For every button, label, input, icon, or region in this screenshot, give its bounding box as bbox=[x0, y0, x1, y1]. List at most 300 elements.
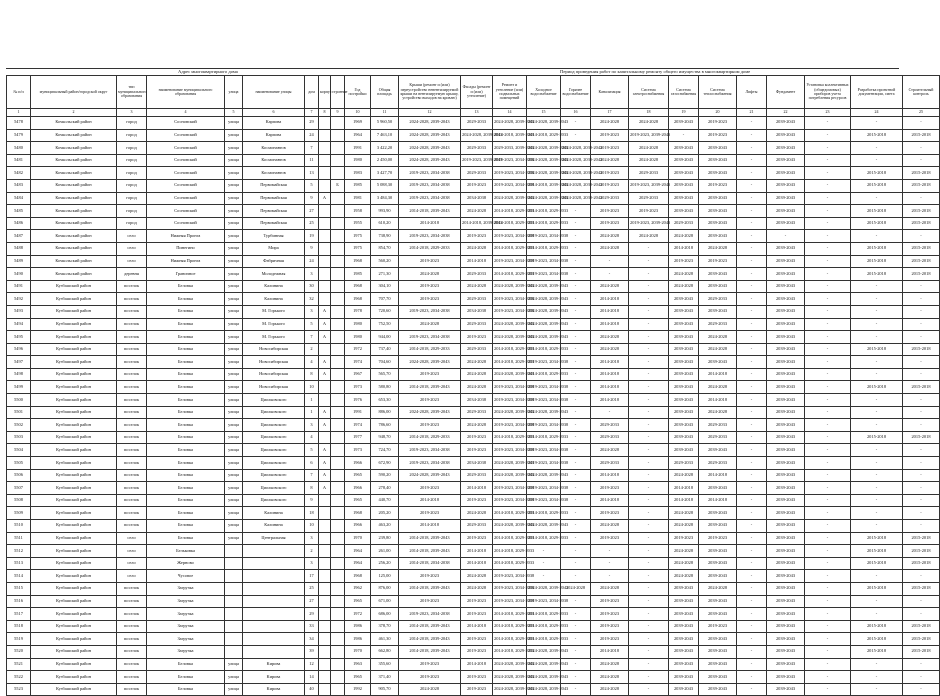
cell-ul: улица bbox=[225, 142, 243, 155]
cell-c21: - bbox=[737, 117, 767, 130]
cell-area: 125,00 bbox=[371, 570, 399, 583]
column-headers bbox=[7, 76, 940, 109]
column-header: наименование муниципального образования bbox=[147, 76, 225, 109]
cell-c12: 2019-2023 bbox=[399, 394, 461, 407]
cell-c20: 2039-2043 bbox=[699, 356, 737, 369]
cell-year: 1974 bbox=[345, 356, 371, 369]
cell-korp bbox=[319, 595, 331, 608]
cell-type: поселок bbox=[117, 356, 147, 369]
cell-c18: - bbox=[629, 658, 669, 671]
cell-korp bbox=[319, 658, 331, 671]
cell-c23: - bbox=[805, 343, 851, 356]
cell-c19: 2024-2028 bbox=[669, 469, 699, 482]
cell-c23: - bbox=[805, 205, 851, 218]
cell-c17: 2024-2028 bbox=[591, 343, 629, 356]
cell-c24: 2015-2018 bbox=[851, 129, 903, 142]
cell-c20: 2039-2043 bbox=[699, 230, 737, 243]
cell-c22: 2039-2043 bbox=[767, 343, 805, 356]
cell-c24: 2015-2018 bbox=[851, 167, 903, 180]
cell-c16: - bbox=[561, 343, 591, 356]
cell-c25: - bbox=[903, 595, 940, 608]
cell-c13: 2019-2023 bbox=[461, 331, 493, 344]
cell-ul: улица bbox=[225, 167, 243, 180]
cell-c16: - bbox=[561, 368, 591, 381]
cell-c16: - bbox=[561, 520, 591, 533]
cell-c17: 2024-2028 bbox=[591, 683, 629, 696]
cell-ul: улица bbox=[225, 154, 243, 167]
cell-c19: 2039-2043 bbox=[669, 331, 699, 344]
cell-c21: - bbox=[737, 192, 767, 205]
cell-c12: 2024-2028, 2039-2043 bbox=[399, 469, 461, 482]
table-row bbox=[7, 570, 940, 583]
column-number: 19 bbox=[669, 109, 699, 117]
cell-mo: Беловка bbox=[147, 394, 225, 407]
cell-mo: Сосновский bbox=[147, 117, 225, 130]
column-header: Фасады (ремонт и (или) утепление) bbox=[461, 76, 493, 109]
cell-c15: 2024-2028, 2039-2043 bbox=[527, 318, 561, 331]
cell-type: поселок bbox=[117, 671, 147, 684]
cell-c24: - bbox=[851, 608, 903, 621]
cell-raion: Кочкольский район bbox=[31, 192, 117, 205]
cell-c22: 2039-2043 bbox=[767, 444, 805, 457]
cell-c24: 2015-2018 bbox=[851, 557, 903, 570]
column-number: 11 bbox=[371, 109, 399, 117]
cell-str bbox=[331, 394, 345, 407]
cell-c14: 2024-2028, 2039-2043 bbox=[493, 280, 527, 293]
cell-c24: - bbox=[851, 520, 903, 533]
cell-c20: 2039-2043 bbox=[699, 645, 737, 658]
cell-type: поселок bbox=[117, 331, 147, 344]
cell-c22: 2039-2043 bbox=[767, 293, 805, 306]
cell-c22: 2039-2043 bbox=[767, 242, 805, 255]
cell-str: Б bbox=[331, 179, 345, 192]
cell-raion: Кузбашский район bbox=[31, 343, 117, 356]
cell-c19: 2039-2043 bbox=[669, 142, 699, 155]
table-row bbox=[7, 305, 940, 318]
cell-raion: Кузбашский район bbox=[31, 356, 117, 369]
cell-mo: Беловка bbox=[147, 671, 225, 684]
cell-korp: А bbox=[319, 356, 331, 369]
cell-c25: - bbox=[903, 293, 940, 306]
cell-c21: - bbox=[737, 671, 767, 684]
cell-n: 5516 bbox=[7, 595, 31, 608]
cell-c25: 2015-2018 bbox=[903, 620, 940, 633]
cell-type: поселок bbox=[117, 582, 147, 595]
table-row bbox=[7, 482, 940, 495]
cell-c20: 2014-2018 bbox=[699, 368, 737, 381]
cell-raion: Кузбашский район bbox=[31, 595, 117, 608]
cell-c14: 2019-2023, 2034-2038 bbox=[493, 419, 527, 432]
cell-type: село bbox=[117, 230, 147, 243]
cell-mo: Беловка bbox=[147, 419, 225, 432]
cell-c17: 2014-2018 bbox=[591, 381, 629, 394]
cell-area: 886,00 bbox=[371, 406, 399, 419]
cell-c18: - bbox=[629, 469, 669, 482]
cell-c25: 2015-2018 bbox=[903, 129, 940, 142]
cell-n: 5509 bbox=[7, 507, 31, 520]
cell-dom: 7 bbox=[305, 469, 319, 482]
cell-c13: 2029-2033 bbox=[461, 343, 493, 356]
cell-c13: 2029-2033 bbox=[461, 117, 493, 130]
cell-str bbox=[331, 532, 345, 545]
cell-dom: 5 bbox=[305, 179, 319, 192]
cell-c14: 2014-2018, 2029-2033 bbox=[493, 645, 527, 658]
cell-c25: 2015-2018 bbox=[903, 255, 940, 268]
cell-c22: 2039-2043 bbox=[767, 179, 805, 192]
cell-ul: улица bbox=[225, 532, 243, 545]
cell-street: М. Горького bbox=[243, 305, 305, 318]
cell-c18: 2029-2033 bbox=[629, 192, 669, 205]
cell-c15: 2024-2028, 2039-2043 bbox=[527, 406, 561, 419]
cell-c17: 2014-2018 bbox=[591, 305, 629, 318]
cell-c19: 2039-2043 bbox=[669, 293, 699, 306]
cell-korp bbox=[319, 532, 331, 545]
cell-mo: Нижняя Пронга bbox=[147, 255, 225, 268]
column-header: строение bbox=[331, 76, 345, 109]
cell-c22: 2039-2043 bbox=[767, 457, 805, 470]
cell-c20: 2024-2028 bbox=[699, 343, 737, 356]
cell-c22: 2039-2043 bbox=[767, 356, 805, 369]
cell-year: 1965 bbox=[345, 671, 371, 684]
cell-c20: 2029-2033 bbox=[699, 293, 737, 306]
table-row bbox=[7, 457, 940, 470]
cell-c19: 2039-2043 bbox=[669, 633, 699, 646]
cell-type: город bbox=[117, 129, 147, 142]
cell-c23: - bbox=[805, 230, 851, 243]
table-row bbox=[7, 368, 940, 381]
cell-c21: - bbox=[737, 557, 767, 570]
cell-type: деревня bbox=[117, 268, 147, 281]
cell-c21: - bbox=[737, 154, 767, 167]
cell-c24: - bbox=[851, 419, 903, 432]
cell-str bbox=[331, 230, 345, 243]
cell-c19: 2039-2043 bbox=[669, 368, 699, 381]
cell-c24: 2015-2018 bbox=[851, 255, 903, 268]
cell-mo: Беловка bbox=[147, 368, 225, 381]
cell-c25: - bbox=[903, 570, 940, 583]
cell-street: Циолковского bbox=[243, 482, 305, 495]
cell-mo: Беловка bbox=[147, 431, 225, 444]
column-header: наименование улицы bbox=[243, 76, 305, 109]
cell-str bbox=[331, 117, 345, 130]
cell-raion: Кузбашский район bbox=[31, 582, 117, 595]
cell-n: 5488 bbox=[7, 242, 31, 255]
cell-c25: 2015-2018 bbox=[903, 242, 940, 255]
cell-c13: 2014-2018 bbox=[461, 658, 493, 671]
column-number: 1 bbox=[7, 109, 31, 117]
table-row bbox=[7, 608, 940, 621]
cell-c13: 2019-2023 bbox=[461, 532, 493, 545]
cell-mo: Граничное bbox=[147, 268, 225, 281]
cell-dom: 11 bbox=[305, 154, 319, 167]
cell-mo: Загрузка bbox=[147, 633, 225, 646]
cell-c17: - bbox=[591, 570, 629, 583]
cell-dom: 24 bbox=[305, 129, 319, 142]
cell-ul: улица bbox=[225, 469, 243, 482]
cell-n: 5514 bbox=[7, 570, 31, 583]
cell-c23: - bbox=[805, 419, 851, 432]
cell-c19: 2039-2043 bbox=[669, 192, 699, 205]
cell-mo: Беловка bbox=[147, 658, 225, 671]
cell-street: Циолковского bbox=[243, 431, 305, 444]
cell-c25: - bbox=[903, 520, 940, 533]
cell-str bbox=[331, 331, 345, 344]
cell-ul: улица bbox=[225, 381, 243, 394]
cell-c15: 2019-2023, 2034-2038 bbox=[527, 381, 561, 394]
cell-c23: - bbox=[805, 331, 851, 344]
cell-type: село bbox=[117, 570, 147, 583]
cell-c15: 2014-2018, 2029-2033 bbox=[527, 620, 561, 633]
cell-c23: - bbox=[805, 469, 851, 482]
column-header: Лифты bbox=[737, 76, 767, 109]
cell-c21: - bbox=[737, 520, 767, 533]
cell-c21: - bbox=[737, 545, 767, 558]
cell-c25: - bbox=[903, 368, 940, 381]
cell-str bbox=[331, 381, 345, 394]
cell-n: 5481 bbox=[7, 154, 31, 167]
cell-c13: 2024-2028 bbox=[461, 205, 493, 218]
column-number: 13 bbox=[461, 109, 493, 117]
cell-c17: 2019-2023 bbox=[591, 217, 629, 230]
cell-ul: улица bbox=[225, 343, 243, 356]
cell-c24: - bbox=[851, 356, 903, 369]
cell-area: 672,90 bbox=[371, 457, 399, 470]
cell-c25: - bbox=[903, 394, 940, 407]
cell-c12: 2019-2023, 2034-2038 bbox=[399, 179, 461, 192]
cell-n: 5479 bbox=[7, 129, 31, 142]
cell-raion: Кузбашский район bbox=[31, 419, 117, 432]
cell-c18: - bbox=[629, 268, 669, 281]
cell-c24: - bbox=[851, 394, 903, 407]
cell-c18: - bbox=[629, 419, 669, 432]
cell-c21: - bbox=[737, 293, 767, 306]
cell-year: 1975 bbox=[345, 230, 371, 243]
cell-c23: - bbox=[805, 582, 851, 595]
cell-mo: Беловка bbox=[147, 494, 225, 507]
cell-c24: - bbox=[851, 192, 903, 205]
cell-ul: улица bbox=[225, 129, 243, 142]
cell-ul bbox=[225, 595, 243, 608]
cell-n: 5513 bbox=[7, 557, 31, 570]
cell-c22: 2039-2043 bbox=[767, 318, 805, 331]
cell-c15: 2024-2028, 2039-2043 bbox=[527, 154, 561, 167]
cell-c12: 2014-2018, 2039-2043 bbox=[399, 582, 461, 595]
cell-c21: - bbox=[737, 167, 767, 180]
cell-str bbox=[331, 167, 345, 180]
cell-c21: - bbox=[737, 406, 767, 419]
cell-street: Циолковского bbox=[243, 457, 305, 470]
cell-korp bbox=[319, 217, 331, 230]
cell-c22: 2039-2043 bbox=[767, 154, 805, 167]
cell-ul: улица bbox=[225, 293, 243, 306]
cell-c15: 2014-2018, 2039-2043 bbox=[527, 179, 561, 192]
column-number: 6 bbox=[243, 109, 305, 117]
cell-c18: - bbox=[629, 444, 669, 457]
cell-c21: - bbox=[737, 633, 767, 646]
cell-dom: 33 bbox=[305, 620, 319, 633]
cell-c23: - bbox=[805, 356, 851, 369]
cell-year: 1964 bbox=[345, 129, 371, 142]
cell-str bbox=[331, 595, 345, 608]
cell-dom: 14 bbox=[305, 671, 319, 684]
cell-raion: Кузбашский район bbox=[31, 368, 117, 381]
cell-n: 5511 bbox=[7, 532, 31, 545]
cell-c19: 2039-2043 bbox=[669, 444, 699, 457]
cell-str bbox=[331, 129, 345, 142]
cell-type: поселок bbox=[117, 633, 147, 646]
cell-ul: улица bbox=[225, 444, 243, 457]
cell-c20: 2014-2018 bbox=[699, 494, 737, 507]
cell-year: 1976 bbox=[345, 394, 371, 407]
cell-c22: 2039-2043 bbox=[767, 419, 805, 432]
cell-type: поселок bbox=[117, 457, 147, 470]
cell-c17: 2024-2028 bbox=[591, 658, 629, 671]
cell-c15: 2019-2023, 2034-2038 bbox=[527, 482, 561, 495]
cell-c12: 2014-2018 bbox=[399, 520, 461, 533]
cell-str bbox=[331, 305, 345, 318]
cell-area: 3 422,20 bbox=[371, 142, 399, 155]
cell-mo: Беловка bbox=[147, 356, 225, 369]
cell-raion: Кузбашский район bbox=[31, 633, 117, 646]
cell-c16: 2024-2028, 2039-2043 bbox=[561, 192, 591, 205]
cell-c25: 2015-2018 bbox=[903, 582, 940, 595]
cell-c18: - bbox=[629, 280, 669, 293]
column-number: 12 bbox=[399, 109, 461, 117]
cell-street: Первомайская bbox=[243, 192, 305, 205]
cell-c17: - bbox=[591, 255, 629, 268]
cell-n: 5517 bbox=[7, 608, 31, 621]
cell-c17: 2019-2023 bbox=[591, 142, 629, 155]
cell-c16: - bbox=[561, 230, 591, 243]
cell-area: 205,20 bbox=[371, 507, 399, 520]
cell-korp bbox=[319, 582, 331, 595]
cell-c22: 2039-2043 bbox=[767, 608, 805, 621]
cell-c14: 2019-2023, 2034-2038 bbox=[493, 582, 527, 595]
table-row bbox=[7, 117, 940, 130]
cell-c15: 2024-2028, 2039-2043 bbox=[527, 469, 561, 482]
cell-c23: - bbox=[805, 671, 851, 684]
cell-dom: 39 bbox=[305, 645, 319, 658]
cell-year: 1965 bbox=[345, 469, 371, 482]
cell-c23: - bbox=[805, 406, 851, 419]
cell-c16: 2024-2028, 2039-2043 bbox=[561, 142, 591, 155]
cell-c20: 2029-2033 bbox=[699, 419, 737, 432]
cell-c12: 2019-2023, 2034-2038 bbox=[399, 167, 461, 180]
cell-ul: улица bbox=[225, 318, 243, 331]
cell-c23: - bbox=[805, 507, 851, 520]
column-header: Строительный контроль bbox=[903, 76, 940, 109]
column-header: № п/п bbox=[7, 76, 31, 109]
cell-c23: - bbox=[805, 658, 851, 671]
cell-korp bbox=[319, 167, 331, 180]
cell-c23: - bbox=[805, 117, 851, 130]
cell-year: 1970 bbox=[345, 645, 371, 658]
cell-c24: - bbox=[851, 469, 903, 482]
cell-c18: - bbox=[629, 608, 669, 621]
cell-str bbox=[331, 268, 345, 281]
cell-c19: 2024-2028 bbox=[669, 557, 699, 570]
cell-ul: улица bbox=[225, 217, 243, 230]
cell-year: 1968 bbox=[345, 255, 371, 268]
table-row bbox=[7, 532, 940, 545]
cell-c25: - bbox=[903, 608, 940, 621]
cell-c15: 2019-2023, 2034-2038 bbox=[527, 255, 561, 268]
cell-dom: 7 bbox=[305, 142, 319, 155]
cell-c13: 2019-2023 bbox=[461, 633, 493, 646]
cell-korp bbox=[319, 545, 331, 558]
table-row bbox=[7, 318, 940, 331]
cell-area: 271,30 bbox=[371, 268, 399, 281]
cell-c13: 2024-2028, 2039-2043 bbox=[461, 129, 493, 142]
cell-n: 5485 bbox=[7, 205, 31, 218]
cell-c15: - bbox=[527, 557, 561, 570]
cell-str bbox=[331, 255, 345, 268]
cell-n: 5515 bbox=[7, 582, 31, 595]
cell-c25: 2015-2018 bbox=[903, 431, 940, 444]
cell-c12: 2019-2023 bbox=[399, 570, 461, 583]
cell-raion: Кузбашский район bbox=[31, 532, 117, 545]
cell-area: 440,70 bbox=[371, 494, 399, 507]
cell-c14: 2019-2023, 2034-2038 bbox=[493, 230, 527, 243]
cell-dom: 9 bbox=[305, 242, 319, 255]
cell-c16: - bbox=[561, 217, 591, 230]
cell-ul: улица bbox=[225, 356, 243, 369]
cell-street: М. Горького bbox=[243, 318, 305, 331]
cell-c20: 2039-2043 bbox=[699, 520, 737, 533]
cell-c18: - bbox=[629, 570, 669, 583]
cell-ul: улица bbox=[225, 457, 243, 470]
cell-c16: - bbox=[561, 406, 591, 419]
cell-raion: Кузбашский район bbox=[31, 620, 117, 633]
cell-street bbox=[243, 545, 305, 558]
cell-c14: 2019-2023, 2034-2038 bbox=[493, 444, 527, 457]
cell-raion: Кочкольский район bbox=[31, 167, 117, 180]
cell-dom: 2 bbox=[305, 545, 319, 558]
cell-str bbox=[331, 406, 345, 419]
cell-n: 5493 bbox=[7, 305, 31, 318]
cell-c14: 2014-2018, 2029-2033 bbox=[493, 205, 527, 218]
cell-c18: - bbox=[629, 318, 669, 331]
table-row bbox=[7, 683, 940, 696]
cell-c23: - bbox=[805, 645, 851, 658]
cell-c18: - bbox=[629, 595, 669, 608]
cell-c12: 2014-2018, 2039-2043 bbox=[399, 620, 461, 633]
cell-mo: Беловка bbox=[147, 520, 225, 533]
cell-c18: - bbox=[629, 356, 669, 369]
cell-c15: 2019-2023, 2034-2038 bbox=[527, 595, 561, 608]
cell-c17: 2029-2033 bbox=[591, 431, 629, 444]
cell-str bbox=[331, 520, 345, 533]
cell-dom: 6 bbox=[305, 457, 319, 470]
cell-c21: - bbox=[737, 255, 767, 268]
table-row bbox=[7, 494, 940, 507]
cell-c18: 2024-2028 bbox=[629, 154, 669, 167]
cell-str bbox=[331, 368, 345, 381]
cell-ul: улица bbox=[225, 482, 243, 495]
cell-c23: - bbox=[805, 192, 851, 205]
cell-c24: - bbox=[851, 671, 903, 684]
cell-street: Новосибирская bbox=[243, 381, 305, 394]
cell-year: 1980 bbox=[345, 331, 371, 344]
cell-c20: 2024-2028 bbox=[699, 582, 737, 595]
cell-c16: - bbox=[561, 129, 591, 142]
cell-c25: - bbox=[903, 469, 940, 482]
cell-street: Калинина bbox=[243, 280, 305, 293]
cell-c14: 2014-2018, 2029-2033 bbox=[493, 608, 527, 621]
cell-c16: - bbox=[561, 331, 591, 344]
cell-c23: - bbox=[805, 154, 851, 167]
cell-dom: 29 bbox=[305, 117, 319, 130]
